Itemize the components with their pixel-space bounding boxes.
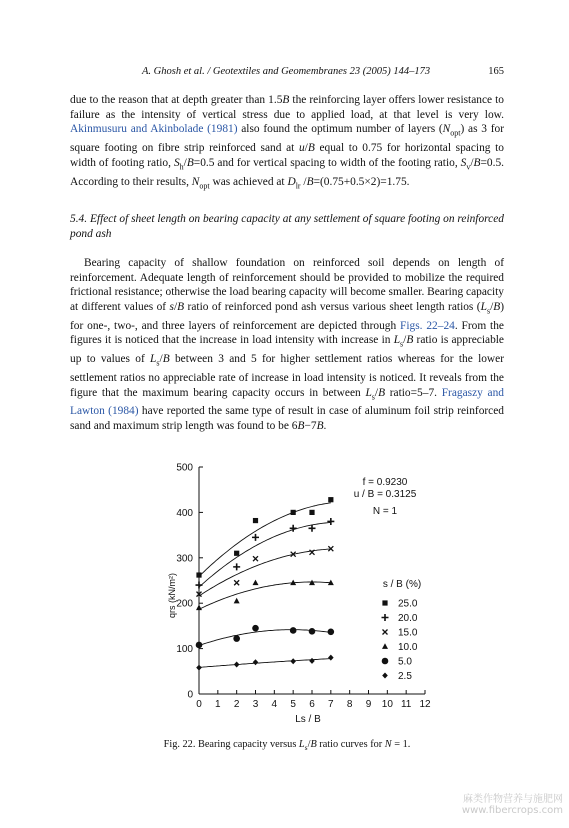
data-point-circle [252,625,259,632]
chart-annotation: N = 1 [372,506,398,517]
data-point-plus [327,518,334,525]
x-axis-label: Ls / B [295,714,321,725]
legend-title: s / B (%) [382,579,422,590]
curve-triangle [199,582,331,609]
x-tick-label: 10 [381,699,393,710]
legend-marker-plus [382,614,389,621]
data-point-cross [291,552,296,557]
x-tick-label: 6 [309,699,315,710]
data-point-diamond [234,661,240,667]
legend-marker-triangle [382,643,388,649]
y-tick-label: 200 [176,598,193,610]
legend-marker-square [382,600,387,605]
data-point-cross [234,580,239,585]
y-tick-label: 100 [176,644,193,656]
data-point-cross [197,592,202,597]
x-tick-label: 8 [346,699,353,710]
data-point-triangle [309,580,315,586]
chart-axes [167,463,431,726]
x-tick-label: 2 [233,699,240,710]
legend-marker-circle [382,658,389,665]
data-point-circle [290,627,297,634]
citation-link[interactable]: Akinmusuru and Akinbolade (1981) [70,123,238,136]
legend-label: 10.0 [398,642,418,653]
chart-annotation: f = 0.9230 [362,477,408,488]
data-point-cross [310,550,315,555]
chart-marks [196,497,335,671]
y-tick-label: 400 [176,507,193,519]
data-point-diamond [196,665,202,671]
data-point-plus [290,525,297,532]
data-point-triangle [328,580,334,586]
curve-diamond [199,659,331,668]
paragraph-2: Bearing capacity of shallow foundation on reinforced soil depends on length of reinforcement. Adequate length of reinforcement should be provided to mobilize the required frictional resistance; otherwise the load bearing capacity will become smaller. Bearing capacity at different values of s/B ratio of reinforced pond ash versus various sheet length ratios $(L_s/B)$ for one-, two-, and three layers of reinforcement are depicted through Figs. 22–24. From the figures it is noticed that the increase in load intensity with increase in $L_s/B$ ratio is appreciable up to values of $L_s/B$ between 3 and 5 for higher settlement ratios whereas for the lower settlement ratios no appreciable rate of increase in load intensity is noticed. It reveals from the figure that the maximum bearing capacity occurs in between $L_s/B$ ratio=5–7. Fragaszy and Lawton (1984) have reported the same type of result in case of aluminum foil strip reinforced sand and maximum strip length was found to be 6B−7B. [70,257,504,433]
x-tick-label: 0 [196,699,202,710]
legend-marker-cross [383,630,388,635]
data-point-circle [196,642,203,649]
x-tick-label: 7 [328,699,334,710]
y-tick-label: 300 [176,553,193,565]
data-point-diamond [328,655,334,661]
data-point-diamond [309,658,315,664]
data-point-triangle [234,598,240,604]
data-point-circle [328,629,335,636]
y-tick-label: 0 [187,689,193,701]
chart-annotations [354,477,417,517]
legend-marker-diamond [382,673,388,679]
citation-link[interactable]: Fragaszy and Lawton (1984) [70,386,504,418]
curve-square [199,503,331,577]
legend-label: 15.0 [398,627,418,639]
x-tick-label: 5 [290,699,296,710]
data-point-triangle [290,580,296,586]
data-point-diamond [290,658,296,664]
data-point-square [291,510,296,515]
x-tick-label: 1 [215,699,221,710]
curve-plus [199,523,331,588]
x-tick-label: 11 [400,699,412,710]
data-point-square [196,572,201,577]
running-title: A. Ghosh et al. / Geotextiles and Geomembranes 23 (2005) 144–173 [142,66,431,77]
data-point-plus [233,563,240,570]
data-point-circle [309,628,316,635]
watermark: 麻类作物营养与施肥网 www.fibercrops.com [461,794,563,816]
data-point-triangle [196,605,202,611]
x-tick-label: 4 [271,699,278,710]
figure-caption: Fig. 22. Bearing capacity versus $L_s/B$ ratio curves for N = 1. [163,739,411,753]
chart-legend [382,579,422,682]
page-number: 165 [488,66,504,77]
data-point-diamond [253,659,259,665]
data-point-square [328,497,333,502]
legend-label: 20.0 [398,613,418,624]
paragraph-1: due to the reason that at depth greater than 1.5B the reinforcing layer offers lower resistance to failure as the intensity of vertical stress due to applied load, at that level is very low. Akinmusuru and Akinbolade (1981) also found the optimum number of layers $(N_{opt})$ as 3 for square footing on fibre strip reinforced sand at u/B equal to 0.75 for horizontal spacing to width of footing ratio, $S_h/B=0.5$ and for vertical spacing to width of the footing ratio, $S_v/B=0.5$. According to their results, $N_{opt}$ was achieved at $D_{lr}$ /B=(0.75+0.5×2)=1.75. [70,94,505,190]
data-point-square [253,518,258,523]
figures-link[interactable]: Figs. 22–24 [400,319,455,332]
y-tick-label: 500 [176,462,193,474]
x-tick-label: 3 [252,699,259,710]
data-point-cross [253,556,258,561]
chart-curves [199,503,331,668]
data-point-plus [309,525,316,532]
data-point-cross [328,546,333,551]
legend-label: 25.0 [398,598,418,610]
chart-annotation: u / B = 0.3125 [353,489,417,500]
section-heading: 5.4. Effect of sheet length on bearing capacity at any settlement of square footing on reinforced pond ash [70,213,504,240]
data-point-plus [196,582,203,589]
data-point-triangle [253,580,259,586]
y-axis-label: qrs (kN/m²) [167,573,177,618]
curve-circle [199,630,331,646]
x-tick-label: 12 [419,699,431,710]
legend-label: 2.5 [398,671,412,682]
legend-label: 5.0 [398,656,412,668]
x-tick-label: 9 [365,699,372,710]
data-point-circle [233,635,240,642]
data-point-plus [252,534,259,541]
data-point-square [309,510,314,515]
curve-cross [199,549,331,596]
data-point-square [234,551,239,556]
